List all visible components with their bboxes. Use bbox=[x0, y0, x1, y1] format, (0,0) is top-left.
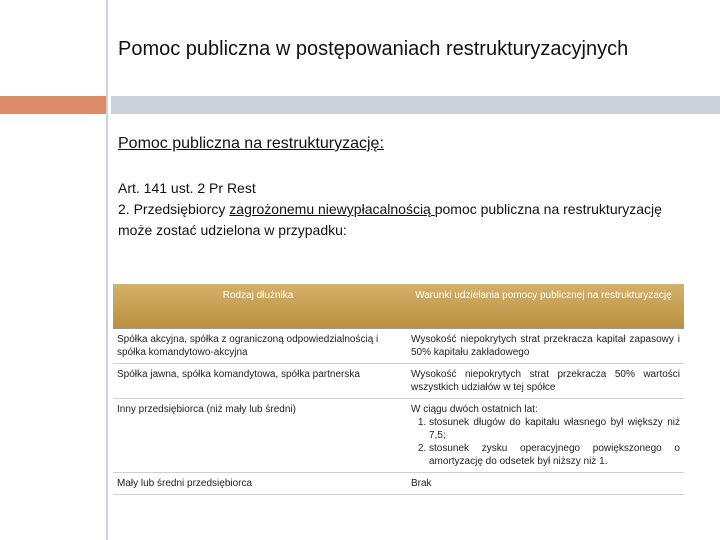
table-row bbox=[113, 473, 684, 495]
article-text-before: 2. Przedsiębiorcy bbox=[118, 201, 230, 217]
article-text bbox=[118, 199, 678, 241]
cell-debtor: Mały lub średni przedsiębiorca bbox=[113, 473, 403, 495]
cell-condition: Wysokość niepokrytych strat przekracza 50% wartości wszystkich udziałów w tej spółce bbox=[403, 364, 684, 399]
article-text-underlined: zagrożonemu niewypłacalnością bbox=[229, 201, 435, 217]
article-block bbox=[118, 178, 678, 241]
condition-list bbox=[411, 416, 680, 468]
slide-title: Pomoc publiczna w postępowaniach restrukturyzacyjnych bbox=[118, 38, 629, 60]
accent-bar-grey bbox=[111, 96, 720, 114]
slide-subtitle: Pomoc publiczna na restrukturyzację: bbox=[118, 135, 384, 152]
article-text-after: pomoc publiczna na restrukturyzację może zostać udzielona w przypadku: bbox=[118, 201, 662, 238]
table-header-row bbox=[113, 284, 684, 329]
header-debtor-type: Rodzaj dłużnika bbox=[113, 284, 403, 329]
table-row bbox=[113, 399, 684, 473]
list-item: 1. stosunek długów do kapitału własnego był większy niż 7,5; bbox=[429, 416, 680, 442]
cell-debtor: Inny przedsiębiorca (niż mały lub średni) bbox=[113, 399, 403, 473]
list-item: 2. stosunek zysku operacyjnego powiększonego o amortyzację do odsetek był niższy niż 1. bbox=[429, 442, 680, 468]
article-reference: Art. 141 ust. 2 Pr Rest bbox=[118, 180, 256, 196]
condition-intro: W ciągu dwóch ostatnich lat: bbox=[411, 404, 538, 415]
vertical-divider bbox=[106, 0, 108, 540]
table-row bbox=[113, 329, 684, 364]
cell-debtor: Spółka jawna, spółka komandytowa, spółka partnerska bbox=[113, 364, 403, 399]
table-row bbox=[113, 364, 684, 399]
cell-condition: Brak bbox=[403, 473, 684, 495]
conditions-table bbox=[113, 284, 684, 495]
cell-condition: Wysokość niepokrytych strat przekracza kapitał zapasowy i 50% kapitału zakładowego bbox=[403, 329, 684, 364]
header-aid-conditions: Warunki udzielania pomocy publicznej na restrukturyzację bbox=[403, 284, 684, 329]
cell-debtor: Spółka akcyjna, spółka z ograniczoną odpowiedzialnością i spółka komandytowo-akcyjna bbox=[113, 329, 403, 364]
cell-condition bbox=[403, 399, 684, 473]
accent-bar-orange bbox=[0, 96, 106, 114]
